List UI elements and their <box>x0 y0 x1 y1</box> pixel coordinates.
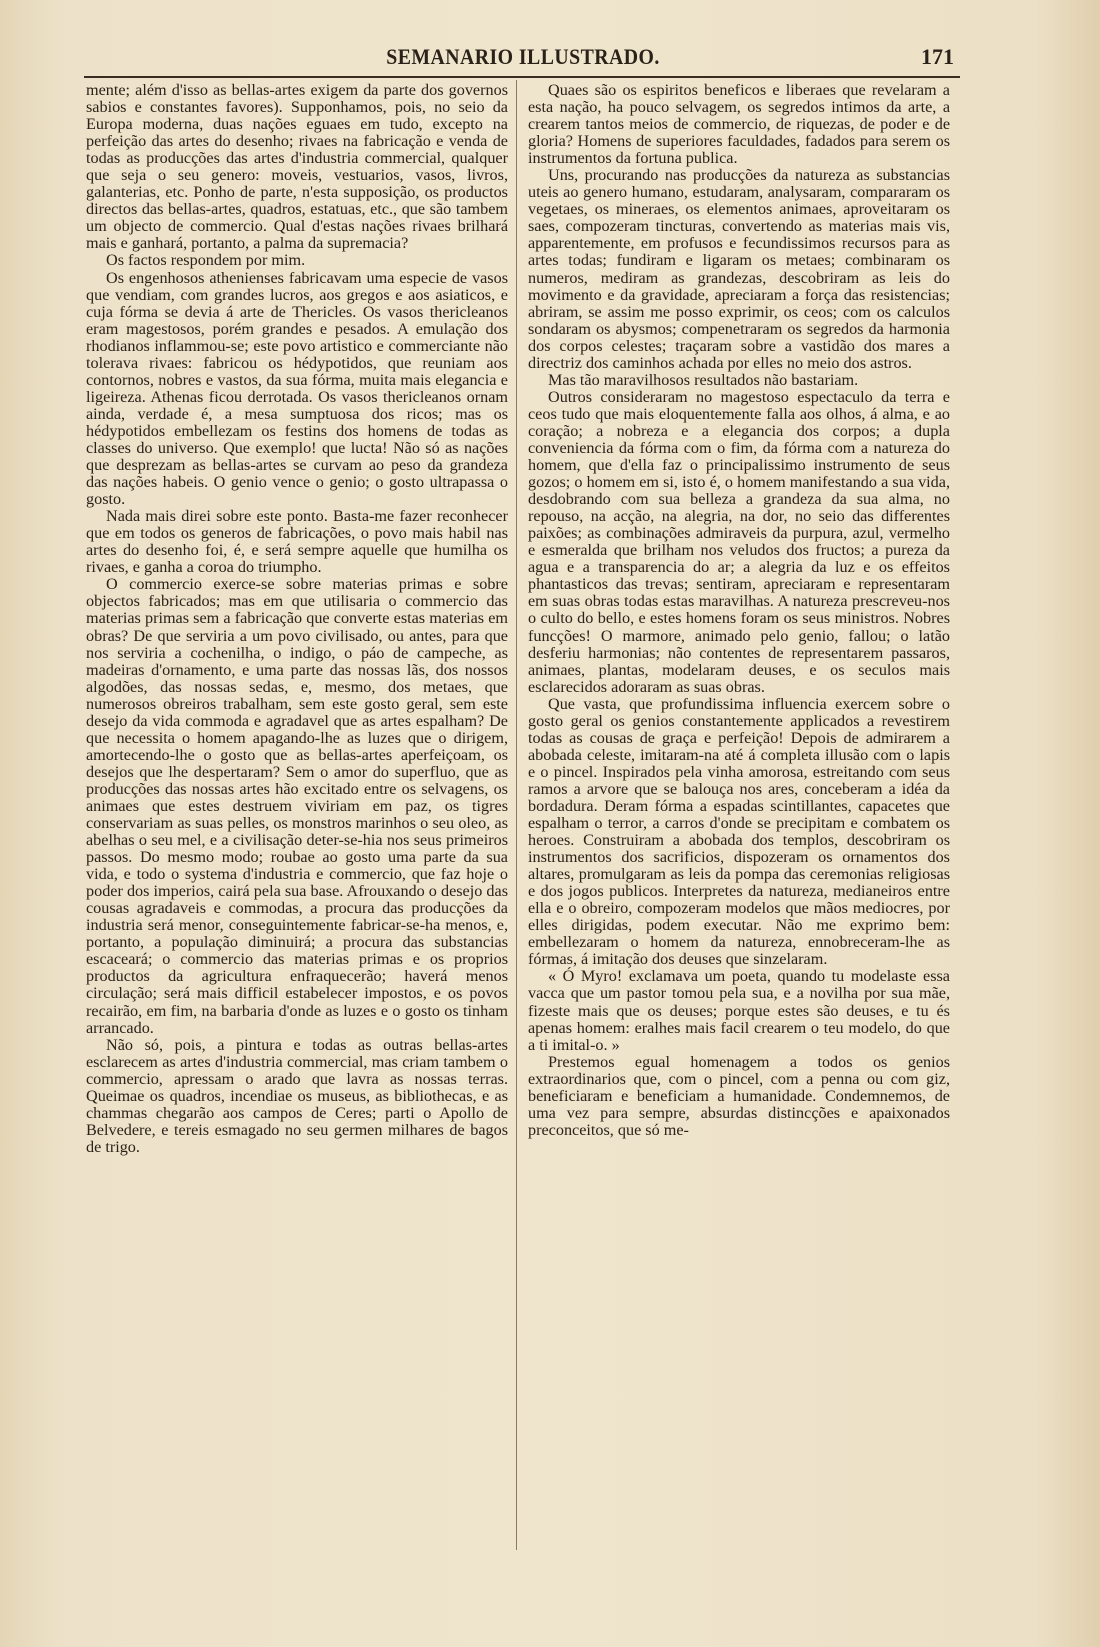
paragraph: Quaes são os espiritos beneficos e liberaes que revelaram a esta nação, ha pouco selvagem, os segredos intimos da arte, a crearem tantos meios de commercio, de riquezas, de poder e de gloria? Homens de superiores faculdades, fadados para serem os instrumentos da fortuna publica. <box>528 82 950 168</box>
paragraph: Prestemos egual homenagem a todos os genios extraordinarios que, com o pincel, com a penna ou com giz, beneficiaram e beneficiam a humanidade. Condemnemos, de uma vez para sempre, absurdas distincções e apaixonados preconceitos, que só me- <box>528 1052 950 1139</box>
left-column <box>86 82 508 1552</box>
column-divider <box>516 80 517 1550</box>
paragraph: Nada mais direi sobre este ponto. Basta-me fazer reconhecer que em todos os generos de fabricações, o povo mais habil nas artes do desenho foi, é, e será sempre aquelle que humilha os rivaes, e ganha a coroa do triumpho. <box>86 507 508 577</box>
paragraph: Outros consideraram no magestoso espectaculo da terra e ceos tudo que mais eloquentemente falla aos olhos, á alma, e ao coração; a nobreza e a elegancia dos corpos; a dupla conveniencia da fórma com o fim, da fórma com a natureza do homem, que d'ella faz o principalissimo instrumento de seus gozos; o homem em si, isto é, o homem manifestando a sua vida, desdobrando com sua belleza a grandeza da sua alma, no repouso, na acção, na alegria, na dor, no seio das differentes paixões; as combinações admiraveis da purpura, azul, vermelho e esmeralda que brilham nos veludos dos fructos; a pureza da agua e a transparencia do ar; a alegria da luz e os effeitos phantasticos das trevas; sentiram, apreciaram e representaram em suas obras todas estas maravilhas. A natureza prescreveu-nos o culto do bello, e estes homens foram os seus ministros. Nobres funcções! O marmore, animado pelo genio, fallou; o latão desferiu harmonias; não contentes de representarem passaros, animaes, plantas, modelaram deuses, e os seculos mais esclarecidos adoraram as suas obras. <box>528 387 950 696</box>
paragraph: Mas tão maravilhosos resultados não bastariam. <box>548 370 859 389</box>
paragraph: « Ó Myro! exclamava um poeta, quando tu modelaste essa vacca que um pastor tomou pela sua, e a novilha por sua mãe, fizeste mais que os deuses; porque estes são deuses, e tu és apenas homem: eralhes mais facil crearem o teu modelo, do que a ti imital-o. » <box>528 967 950 1054</box>
page-header <box>88 40 958 74</box>
paragraph: O commercio exerce-se sobre materias primas e sobre objectos fabricados; mas em que utilisaria o commercio das materias primas sem a fabricação que converte estas materias em obras? De que serviria a um povo civilisado, ou antes, para que nos serviria a cochenilha, o indigo, o páo de campeche, as madeiras d'ornamento, e uma parte das nossas lãs, dos nossos algodões, das nossas sedas, e, mesmo, dos metaes, que numerosos obreiros trabalham, sem este gosto geral, sem este desejo da vida commoda e agradavel que as artes espalham? De que necessita o homem apagando-lhe as luzes que o dirigem, amortecendo-lhe o gosto que as bellas-artes aperfeiçoam, os desejos que lhe despertaram? Sem o amor do superfluo, que as producções das nossas artes hão excitado entre os selvagens, os animaes que estes destruem viviriam em paz, os tigres conservariam as suas pelles, os monstros marinhos o seu oleo, as abelhas o seu mel, e a civilisação deter-se-hia nos seus primeiros passos. Do mesmo modo; roubae ao gosto uma parte da sua vida, e todo o systema d'industria e commercio, que faz hoje o poder dos imperios, cairá pela sua base. Afrouxando o desejo das cousas agradaveis e commodas, a procura das producções da industria será menor, conseguintemente fabricar-se-ha menos, e, portanto, a população diminuirá; a procura das substancias escaceará; o commercio das materias primas e os proprios productos da agricultura enfraquecerão; haverá menos circulação; será mais difficil estabelecer impostos, e os povos recairão, em fim, na barbaria d'onde as luzes e o gosto os tinham arrancado. <box>86 575 508 1037</box>
paragraph: Que vasta, que profundissima influencia exercem sobre o gosto geral os genios constantemente applicados a revestirem todas as cousas de graça e perfeição! Depois de admirarem a abobada celeste, imitaram-na até á completa illusão com o lapis e o pincel. Inspirados pela vinha amorosa, estreitando com seus ramos a arvore que se balouça nos ares, conceberam a idéa da bordadura. Deram fórma a espadas scintillantes, capacetes que espalham o terror, a carros d'onde se precipitam e combatem os heroes. Construiram a abobada dos templos, descobriram os instrumentos dos sacrificios, dispozeram os ornamentos dos altares, promulgaram as leis da pompa das ceremonias religiosas e dos jogos publicos. Interpretes da natureza, medianeiros entre ella e o obreiro, compozeram modelos que mãos mediocres, por elles dirigidas, podem executar. Não me exprimo bem: embellezaram o homem da natureza, ennobreceram-lhe as fórmas, á imitação dos deuses que sinzelaram. <box>528 694 950 969</box>
paragraph: Não só, pois, a pintura e todas as outras bellas-artes esclarecem as artes d'industria commercial, mas criam tambem o commercio, apressam o arado que lavra as nossas terras. Queimae os quadros, incendiae os museus, as bibliothecas, e as chammas chegarão aos campos de Ceres; parti o Apollo de Belvedere, e tereis esmagado no seu germen milhares de bagos de trigo. <box>86 1035 508 1156</box>
paragraph: Os factos respondem por mim. <box>106 251 306 270</box>
paragraph: Uns, procurando nas producções da natureza as substancias uteis ao genero humano, estudaram, analysaram, compararam os vegetaes, os mineraes, os elementos animaes, aproveitaram os saes, compozeram tincturas, convertendo as materias mais vis, apparentemente, em profusos e fecundissimos recursos para as artes todas; fundiram e ligaram os metaes; combinaram os numeros, mediram as grandezas, descobriram as leis do movimento e da gravidade, apreciaram a força das resistencias; abriram, se assim me posso exprimir, os ceos; com os calculos sondaram os abysmos; compenetraram os segredos da harmonia dos corpos celestes; traçaram sobre a vastidão dos mares a directriz dos caminhos achada por elles no meio dos astros. <box>528 166 950 372</box>
paragraph: mente; além d'isso as bellas-artes exigem da parte dos governos sabios e constantes favores). Supponhamos, pois, no seio da Europa moderna, duas nações eguaes em tudo, excepto na perfeição das artes do desenho; rivaes na fabricação e venda de todas as producções das artes d'industria commercial, qualquer que seja o seu genero: moveis, vestuarios, vasos, livros, galanterias, etc. Ponho de parte, n'esta supposição, os productos directos das bellas-artes, quadros, estatuas, etc., que são tambem um objecto de commercio. Qual d'estas nações rivaes brilhará mais e ganhará, portanto, a palma da supremacia? <box>86 82 508 253</box>
header-rule <box>84 76 960 78</box>
running-title: SEMANARIO ILLUSTRADO. <box>386 44 660 69</box>
paragraph: Os engenhosos athenienses fabricavam uma especie de vasos que vendiam, com grandes lucros, aos gregos e aos asiaticos, e cuja fórma se devia á arte de Thericles. Os vasos thericleanos eram magestosos, porém grandes e pesados. A emulação dos rhodianos inflammou-se; este povo artistico e commerciante não tolerava rivaes: fabricou os hédypotidos, que reuniam aos contornos, nobres e vastos, da sua fórma, muita mais elegancia e ligeireza. Athenas ficou derrotada. Os vasos thericleanos ornam ainda, verdade é, a mesa sumptuosa dos ricos; mas os hédypotidos embellezam os festins dos homens de todas as classes do universo. Que exemplo! que lucta! Não só as nações que desprezam as bellas-artes se curvam ao peso da grandeza das nações habeis. O genio vence o genio; o gosto ultrapassa o gosto. <box>86 268 508 509</box>
right-column <box>528 82 950 1552</box>
page-number: 171 <box>921 44 954 69</box>
